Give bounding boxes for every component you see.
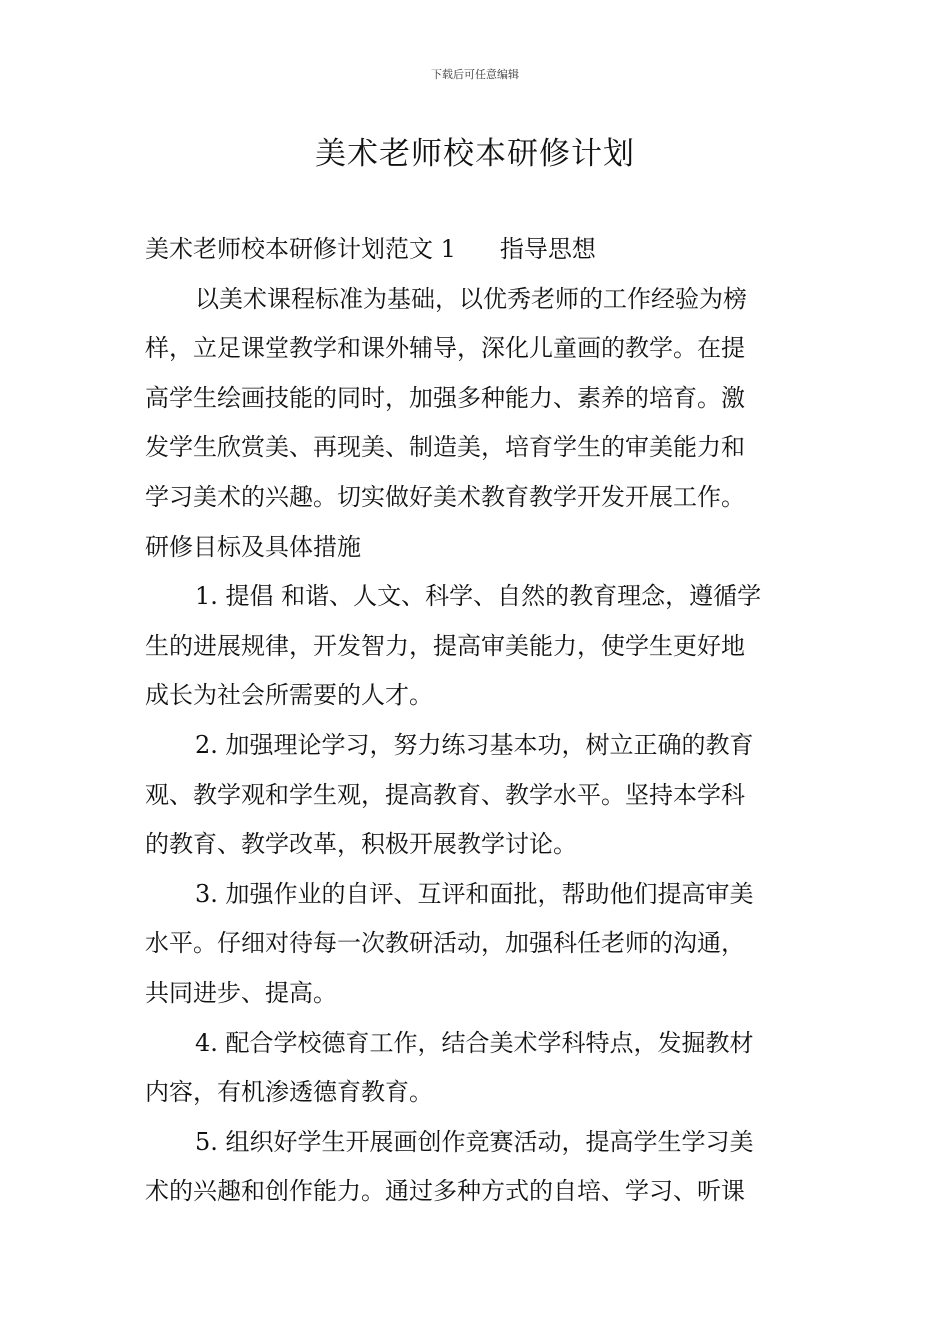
text-line: 水平。仔细对待每一次教研活动，加强科任老师的沟通， [145,929,745,958]
text-line: 3. 加强作业的自评、互评和面批，帮助他们提高审美 [195,879,754,908]
text-line: 1. 提倡 和谐、人文、科学、自然的教育理念，遵循学 [195,582,762,611]
text-line: 样，立足课堂教学和课外辅导，深化儿童画的教学。在提 [145,334,745,363]
text-line: 成长为社会所需要的人才。 [145,681,433,710]
text-line: 以美术课程标准为基础，以优秀老师的工作经验为榜 [195,284,747,313]
text-line: 高学生绘画技能的同时，加强多种能力、素养的培育。激 [145,383,745,412]
page-title: 美术老师校本研修计划 [315,136,635,172]
text-line: 研修目标及具体措施 [145,532,361,561]
section-heading-right: 指导思想 [499,235,596,263]
section-heading-left: 美术老师校本研修计划范文 1 [145,235,456,263]
text-line: 5. 组织好学生开展画创作竞赛活动，提高学生学习美 [195,1127,754,1156]
paragraph-lines [145,275,810,1217]
text-line: 内容，有机渗透德育教育。 [145,1078,433,1107]
section-heading-row [145,225,810,275]
text-line: 学习美术的兴趣。切实做好美术教育教学开发开展工作。 [145,482,745,511]
text-line: 2. 加强理论学习，努力练习基本功，树立正确的教育 [195,730,754,759]
text-line: 的教育、教学改革，积极开展教学讨论。 [145,830,577,859]
text-line: 共同进步、提高。 [145,978,337,1007]
document-body [145,225,810,1217]
text-line: 发学生欣赏美、再现美、制造美，培育学生的审美能力和 [145,433,745,462]
text-line: 观、教学观和学生观，提高教育、教学水平。坚持本学科 [145,780,745,809]
text-line: 生的进展规律，开发智力，提高审美能力，使学生更好地 [145,631,745,660]
header-note: 下载后可任意编辑 [431,68,519,81]
text-line: 术的兴趣和创作能力。通过多种方式的自培、学习、听课 [145,1177,745,1206]
text-line: 4. 配合学校德育工作，结合美术学科特点，发掘教材 [195,1028,754,1057]
